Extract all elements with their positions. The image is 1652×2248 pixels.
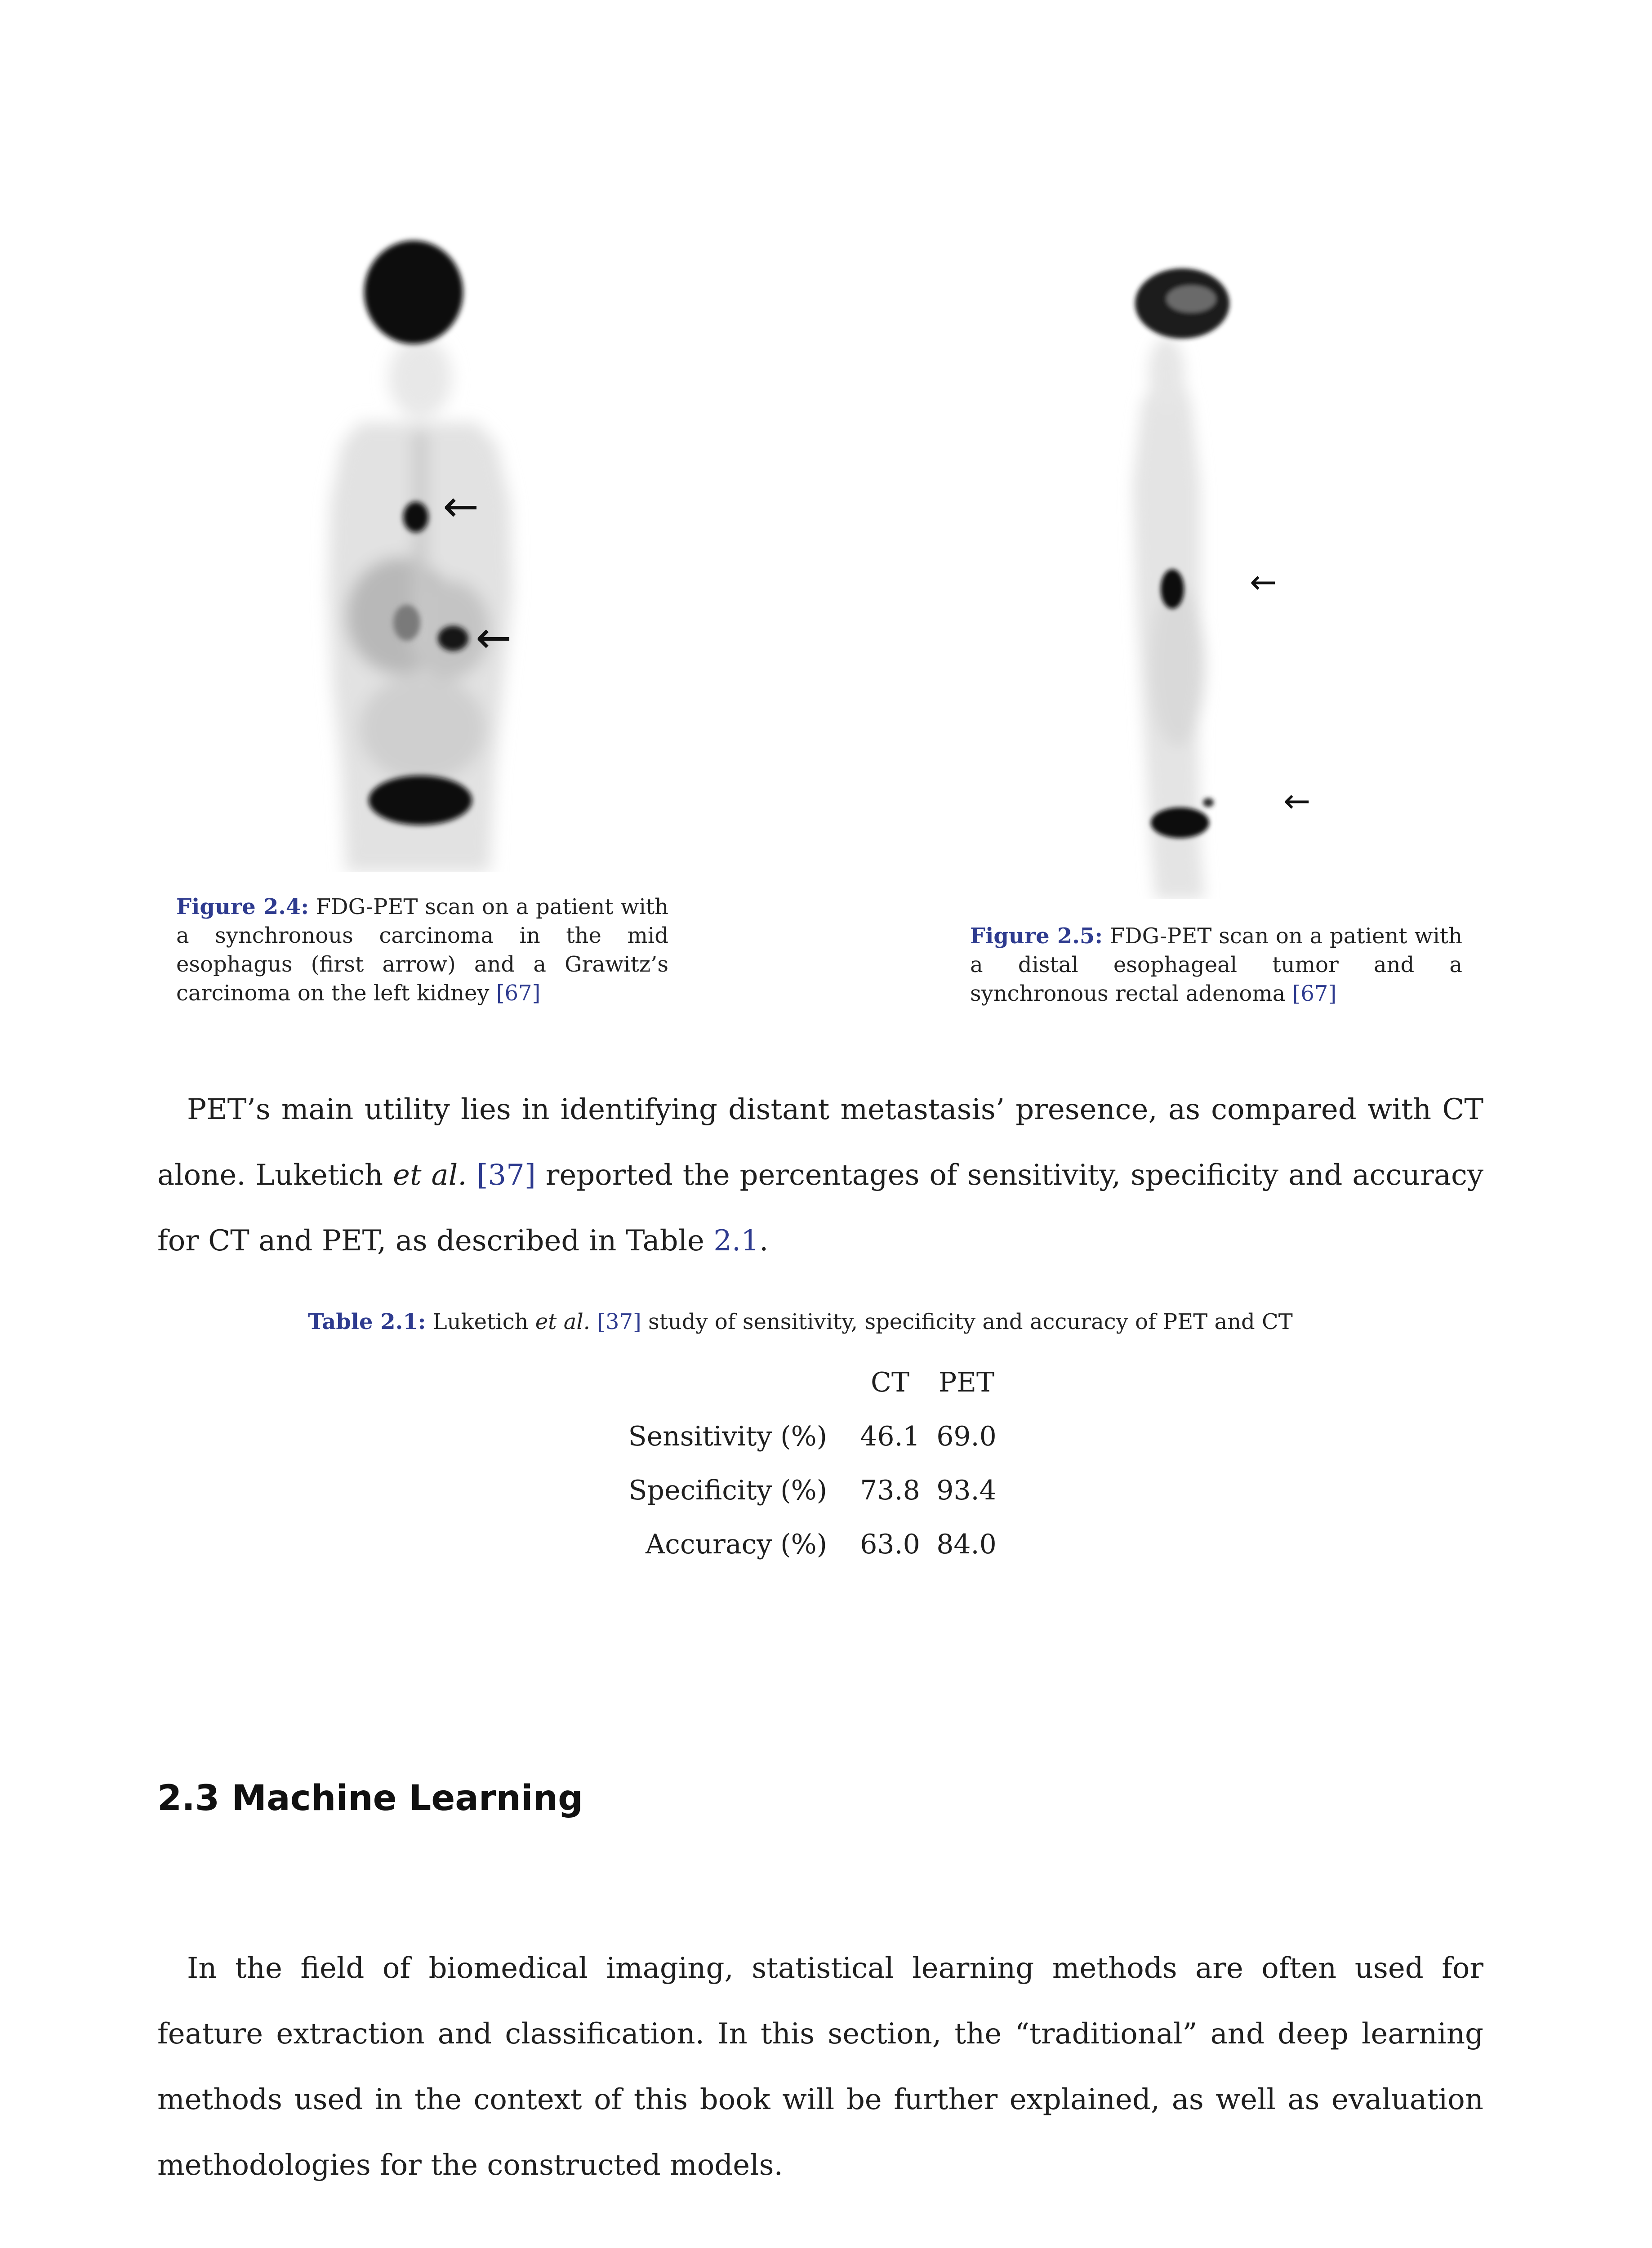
cell-value: 73.8 — [860, 1475, 920, 1506]
citation-link[interactable]: [67] — [1292, 981, 1337, 1006]
results-table — [584, 1367, 1016, 1601]
column-header-pet: PET — [938, 1367, 995, 1398]
caption-text: study of sensitivity, specificity and accuracy of PET and CT — [641, 1309, 1293, 1334]
caption-text: FDG-PET scan on a patient with a distal esophageal tumor and a synchronous rectal adenoma — [970, 923, 1463, 1006]
arrow-rectal-adenoma-icon: ← — [1283, 782, 1311, 820]
et-al: et al. — [393, 1159, 467, 1192]
figure-label: Figure 2.5: — [970, 923, 1103, 949]
section-heading: 2.3 Machine Learning — [157, 1778, 583, 1819]
body-paragraph — [157, 1077, 1483, 1274]
arrow-kidney-icon: ← — [476, 612, 512, 663]
row-label: Accuracy (%) — [645, 1529, 827, 1560]
paragraph-text: reported the percentages of sensitivity, specificity and accuracy for CT and PET, as described in Table — [157, 1159, 1484, 1258]
figure-2-5-caption — [970, 922, 1462, 1008]
row-label: Specificity (%) — [628, 1475, 827, 1506]
row-label: Sensitivity (%) — [628, 1421, 827, 1452]
paragraph-text: In the field of biomedical imaging, statistical learning methods are often used for feature extraction and classification. In this section, the “traditional” and deep learning methods used in the context of this book will be further explained, as well as evaluation methodologies for the constructed models. — [157, 1952, 1483, 2182]
caption-text: Luketich — [432, 1309, 535, 1334]
table-reference-link[interactable]: 2.1 — [713, 1224, 760, 1258]
citation-link[interactable]: [37] — [476, 1159, 536, 1192]
arrow-esophagus-icon: ← — [443, 481, 479, 531]
cell-value: 63.0 — [860, 1529, 920, 1560]
column-header-ct: CT — [871, 1367, 909, 1398]
cell-value: 69.0 — [936, 1421, 997, 1452]
citation-link[interactable]: [37] — [597, 1309, 641, 1334]
cell-value: 46.1 — [860, 1421, 920, 1452]
figure-2-4-image — [252, 234, 584, 872]
arrow-esophageal-tumor-icon: ← — [1250, 563, 1277, 601]
paragraph-text: PET’s main utility lies in identifying distant metastasis’ presence, as compared with CT alone. Luketich — [157, 1093, 1483, 1192]
table-label: Table 2.1: — [308, 1309, 426, 1334]
figure-2-4-caption — [176, 892, 668, 1008]
caption-text: FDG-PET scan on a patient with a synchronous carcinoma in the mid esophagus (first arrow) and a Grawitz’s carcinoma on the left kidney — [176, 894, 669, 1006]
figure-label: Figure 2.4: — [176, 894, 309, 919]
figure-2-5-image — [1070, 261, 1259, 899]
body-paragraph — [157, 1936, 1483, 2198]
cell-value: 93.4 — [936, 1475, 997, 1506]
paragraph-text: . — [759, 1224, 769, 1258]
cell-value: 84.0 — [936, 1529, 997, 1560]
citation-link[interactable]: [67] — [496, 981, 541, 1006]
et-al: et al. — [535, 1309, 590, 1334]
table-2-1-caption — [308, 1309, 1293, 1334]
